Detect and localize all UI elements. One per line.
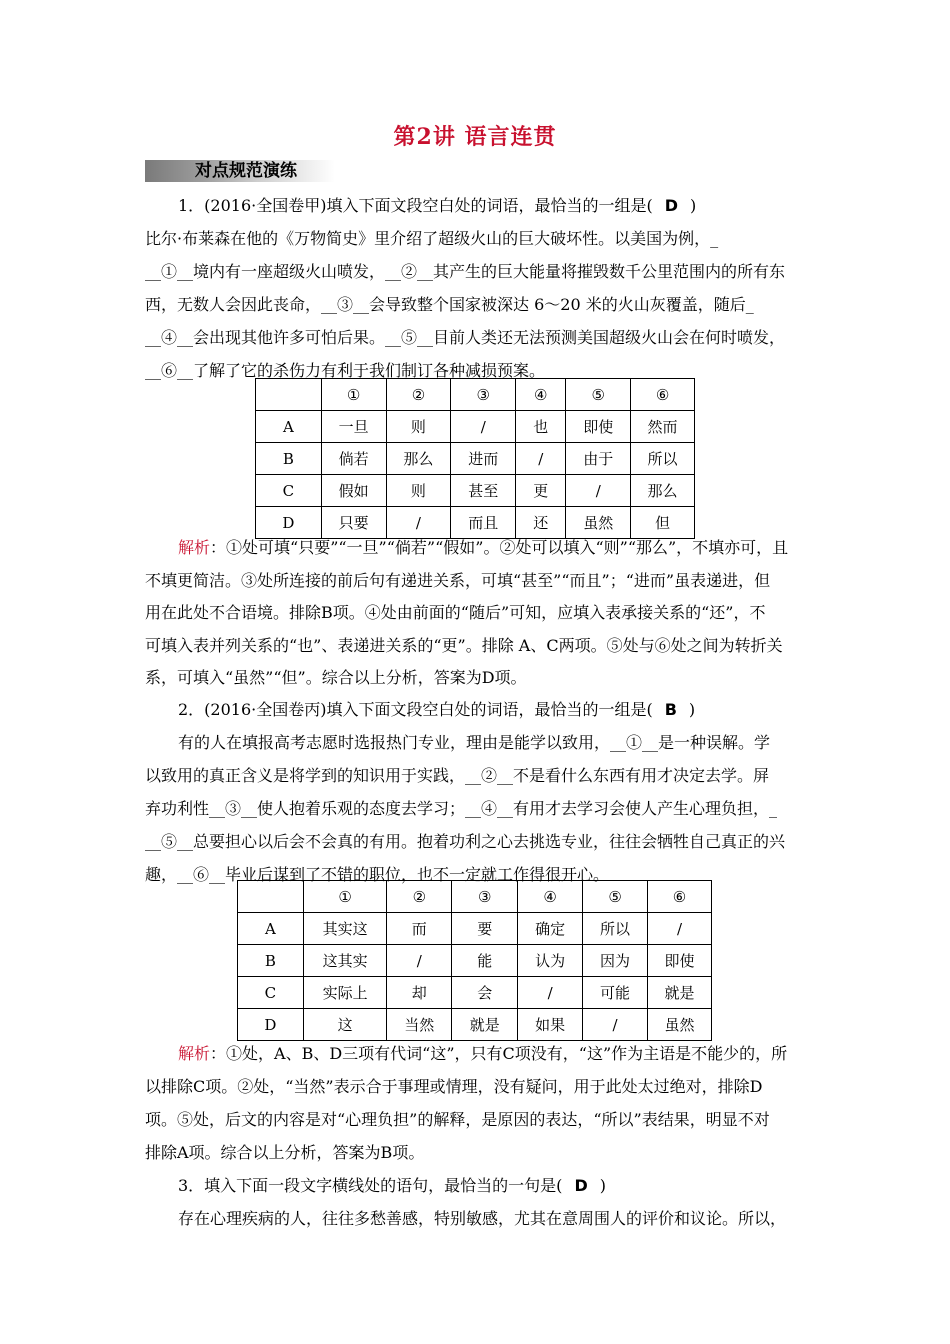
table-cell: 假如 [321,475,386,507]
q2-text-line: 弃功利性__③__使人抱着乐观的态度去学习；__④__有用才去学习会使人产生心理负担，_ [145,799,778,818]
table-header-cell: ③ [452,881,518,913]
table-cell: 就是 [452,1009,518,1041]
table-cell: 会 [452,977,518,1009]
table-cell: 所以 [631,443,695,475]
q1-stem: 1．(2016·全国卷甲)填入下面文段空白处的词语，最恰当的一组是( D ) [178,196,697,215]
table-header-cell: ④ [516,379,566,411]
table-cell: C [238,977,304,1009]
table-cell: 即使 [648,945,712,977]
q2-text-line: 趣，__⑥__毕业后谋到了不错的职位，也不一定就工作得很开心。 [145,865,610,884]
table-row [238,1009,712,1041]
table-cell: 虽然 [566,507,631,539]
q1-text-line: __⑥__了解了它的杀伤力有利于我们制订各种减损预案。 [145,361,546,380]
table-row [256,443,695,475]
q2-text-line: 以致用的真正含义是将学到的知识用于实践，__②__不是看什么东西有用才决定去学。屏 [145,766,770,785]
table-cell: 如果 [518,1009,583,1041]
table-cell: 其实这 [303,913,387,945]
table-cell: 然而 [631,411,695,443]
table-cell: 因为 [583,945,648,977]
q1-analysis-line: 可填入表并列关系的“也”、表递进关系的“更”。排除 A、C两项。⑤处与⑥处之间为转折关 [145,636,783,655]
table-header-cell: ④ [518,881,583,913]
q1-text-line: 比尔·布莱森在他的《万物简史》里介绍了超级火山的巨大破坏性。以美国为例，_ [145,229,719,248]
table-cell: 当然 [387,1009,452,1041]
table-header-cell: ① [303,881,387,913]
q1-text-line: 西，无数人会因此丧命，__③__会导致整个国家被深达 6～20 米的火山灰覆盖，随后_ [145,295,754,314]
q1-analysis: 解析：①处可填“只要”“一旦”“倘若”“假如”。②处可以填入“则”“那么”，不填亦可，且 [178,538,789,557]
table-header-cell [238,881,304,913]
table-cell: 这其实 [303,945,387,977]
q2-text-line: 有的人在填报高考志愿时选报热门专业，理由是能学以致用，__①__是一种误解。学 [178,733,771,752]
table-header-cell: ⑥ [631,379,695,411]
table-cell: 这 [303,1009,387,1041]
table-cell: 即使 [566,411,631,443]
table-cell: D [256,507,322,539]
table-cell: 更 [516,475,566,507]
q3-text-line: 存在心理疾病的人，往往多愁善感，特别敏感，尤其在意周围人的评价和议论。所以， [178,1209,787,1228]
table-cell: 那么 [386,443,451,475]
table-header-cell: ② [386,379,451,411]
table-header-cell: ③ [451,379,516,411]
table-cell: 就是 [648,977,712,1009]
table-row [238,945,712,977]
table-cell: 却 [387,977,452,1009]
table-header-cell: ⑤ [566,379,631,411]
q1-analysis-line: 不填更简洁。③处所连接的前后句有递进关系，可填“甚至”“而且”；“进而”虽表递进，但 [145,571,771,590]
table-row [256,507,695,539]
q2-answer: B [664,700,677,719]
q1-options-table [255,378,695,539]
table-header-cell: ② [387,881,452,913]
table-cell: A [256,411,322,443]
table-header-cell: ⑤ [583,881,648,913]
q2-analysis-line: 排除A项。综合以上分析，答案为B项。 [145,1143,425,1162]
table-cell: 而且 [451,507,516,539]
table-row [238,977,712,1009]
table-cell: 要 [452,913,518,945]
table-cell: / [648,913,712,945]
table-cell: 虽然 [648,1009,712,1041]
table-cell: / [566,475,631,507]
table-header-row [256,379,695,411]
table-cell: C [256,475,322,507]
analysis-label: 解析 [178,538,211,557]
table-cell: / [583,1009,648,1041]
table-row [256,475,695,507]
table-cell: 甚至 [451,475,516,507]
q3-answer: D [574,1176,588,1195]
table-header-row [238,881,712,913]
q1-analysis-line: 系，可填入“虽然”“但”。综合以上分析，答案为D项。 [145,668,527,687]
q3-stem: 3．填入下面一段文字横线处的语句，最恰当的一句是( D ) [178,1176,606,1195]
table-cell: 所以 [583,913,648,945]
table-cell: / [518,977,583,1009]
table-cell: A [238,913,304,945]
q2-stem: 2．(2016·全国卷丙)填入下面文段空白处的词语，最恰当的一组是( B ) [178,700,696,719]
q1-text-line: __①__境内有一座超级火山喷发，__②__其产生的巨大能量将摧毁数千公里范围内的所有东 [145,262,786,281]
table-cell: 而 [387,913,452,945]
q1-answer: D [664,196,678,215]
q2-analysis-line: 项。⑤处，后文的内容是对“心理负担”的解释，是原因的表达，“所以”表结果，明显不对 [145,1110,770,1129]
table-header-cell [256,379,322,411]
q2-analysis: 解析：①处，A、B、D三项有代词“这”，只有C项没有，“这”作为主语是不能少的，所 [178,1044,788,1063]
table-cell: 倘若 [321,443,386,475]
table-cell: B [238,945,304,977]
q2-text-line: __⑤__总要担心以后会不会真的有用。抱着功利之心去挑选专业，往往会牺牲自己真正的兴 [145,832,786,851]
table-cell: 但 [631,507,695,539]
table-row [256,411,695,443]
table-cell: 那么 [631,475,695,507]
table-cell: 能 [452,945,518,977]
table-cell: 认为 [518,945,583,977]
table-cell: 还 [516,507,566,539]
q1-analysis-line: 用在此处不合语境。排除B项。④处由前面的“随后”可知，应填入表承接关系的“还”，不 [145,603,766,622]
table-header-cell: ⑥ [648,881,712,913]
page-title: 第2讲 语言连贯 [393,124,557,150]
table-cell: B [256,443,322,475]
table-cell: 一旦 [321,411,386,443]
q2-analysis-line: 以排除C项。②处，“当然”表示合于事理或情理，没有疑问，用于此处太过绝对，排除D [145,1077,763,1096]
table-cell: / [387,945,452,977]
table-cell: D [238,1009,304,1041]
table-cell: / [451,411,516,443]
table-cell: 只要 [321,507,386,539]
section-banner [145,160,335,182]
q1-text-line: __④__会出现其他许多可怕后果。__⑤__目前人类还无法预测美国超级火山会在何时喷发， [145,328,786,347]
table-cell: / [516,443,566,475]
analysis-label: 解析 [178,1044,211,1063]
table-row [238,913,712,945]
table-cell: 实际上 [303,977,387,1009]
table-cell: 则 [386,411,451,443]
table-cell: 进而 [451,443,516,475]
table-cell: 确定 [518,913,583,945]
q2-options-table [237,880,712,1041]
table-cell: 可能 [583,977,648,1009]
section-label: 对点规范演练 [195,161,297,181]
table-cell: 则 [386,475,451,507]
table-cell: 由于 [566,443,631,475]
table-cell: / [386,507,451,539]
table-header-cell: ① [321,379,386,411]
table-cell: 也 [516,411,566,443]
